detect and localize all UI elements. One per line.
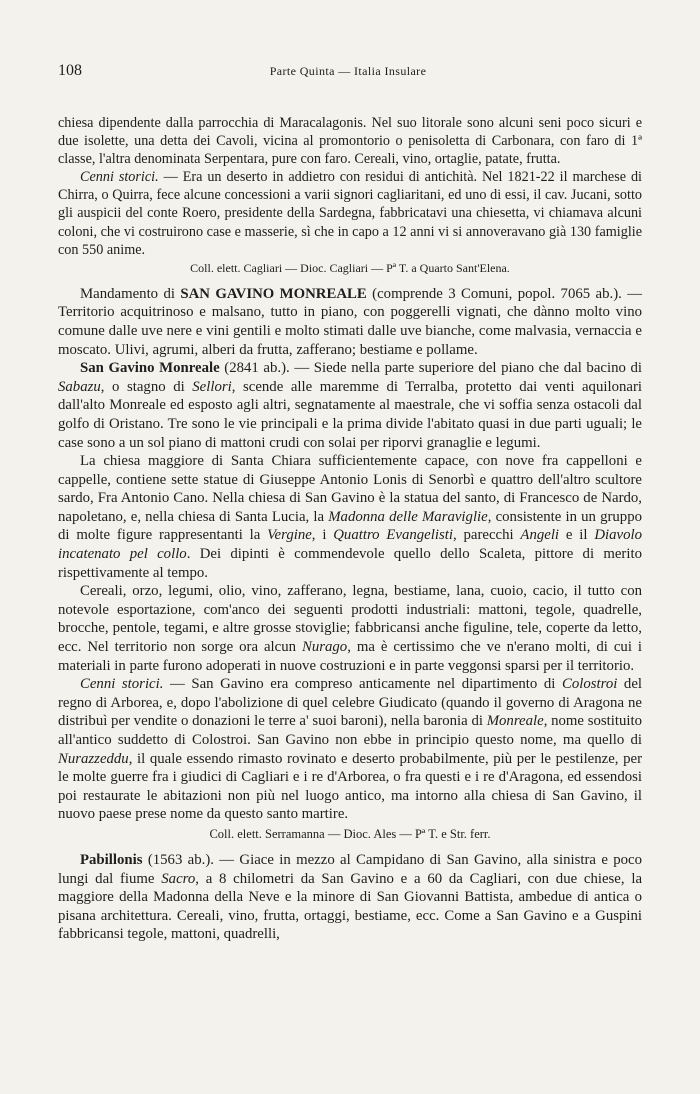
paragraph-intro: chiesa dipendente dalla parrocchia di Maracalagonis. Nel suo litorale sono alcuni seni poco sicuri e due isolette, una detta dei Cavoli, vicina al promontorio o penisoletta di Carbonara, con faro di 1ª classe, l'altra denominata Serpentara, pure con faro. Cereali, vino, ortaglie, patate, frutta. (58, 115, 642, 168)
paragraph-san-gavino-3: Cereali, orzo, legumi, olio, vino, zafferano, legna, bestiame, lana, cuoio, cacio, il tutto con notevole esportazione, com'anco dei seguenti prodotti industriali: mattoni, tegole, quadrelle, brocche, pentole, tegami, e altre grosse stoviglie; fabbricansi anche figuline, tele, coperte da letto, ecc. Nel territorio non sorge ora alcun Nurago, ma è certissimo che ve n'erano molti, di cui i materiali in parte furono adoperati in nuove costruzioni e in parte veggonsi sparsi per il territorio. (58, 583, 642, 674)
town-name-san-gavino: San Gavino Monreale (80, 360, 220, 377)
page-body (58, 114, 642, 944)
cenni-storici-label: Cenni storici. (80, 676, 164, 693)
cenni-storici-label: Cenni storici. (80, 169, 159, 186)
paragraph-pabillonis: Pabillonis (1563 ab.). — Giace in mezzo al Campidano di San Gavino, alla sinistra e poco lungi dal fiume Sacro, a 8 chilometri da San Gavino e a 60 da Cagliari, con due chiese, la maggiore della Madonna della Neve e la minore di San Giovanni Battista, ambedue di antica o pisana architettura. Cereali, vino, frutta, ortaggi, bestiame, ecc. Come a San Gavino e a Guspini fabbricansi tegole, mattoni, quadrelli, (58, 851, 643, 943)
paragraph-cenni-storici-2: Cenni storici. — San Gavino era compreso anticamente nel dipartimento di Colostroi del regno di Arborea, e, dopo l'abolizione di quel celebre Giudicato (quando il governo di Aragona ne distribuì per vendite o donazioni le terre a' suoi baroni), nella baronia di Monreale, nome sostituito all'antico suddetto di Colostroi. San Gavino non ebbe in principio questo nome, ma quello di Nurazzeddu, il quale essendo rimasto rovinato e deserto probabilmente, più per le pestilenze, per le molte guerre fra i giudici di Cagliari e i re d'Arborea, o fra questi e i re d'Aragona, ed essendosi poi restaurate le abitazioni non più nel luogo antico, ma intorno alla chiesa di San Gavino, il nuovo paese prese nome da questo santo martire. (58, 676, 642, 823)
town-name-pabillonis: Pabillonis (80, 851, 143, 868)
paragraph-mandamento: Mandamento di SAN GAVINO MONREALE (comprende 3 Comuni, popol. 7065 ab.). — Territorio acquitrinoso e malsano, tutto in piano, con poggerelli vignati, che dànno molto vino comune dalle uve nere e vini gentili e molto stimati dalle uve bianche, come malvasia, vernaccia e moscato. Ulivi, agrumi, alberi da frutta, zafferano; bestiame e pollame. (58, 285, 642, 358)
running-title: Parte Quinta — Italia Insulare (269, 64, 427, 78)
paragraph-san-gavino-1: San Gavino Monreale (2841 ab.). — Siede nella parte superiore del piano che dal bacino di Sabazu, o stagno di Sellori, scende alle maremme di Terralba, protetto dai venti aquilonari dall'alto Monreale ed esposto agli altri, segnatamente al maestrale, che vi soffia senza ostacoli dal golfo di Oristano. Tre sono le vie principali e la prima divide l'abitato quasi in due parti uguali; le case sono a un sol piano di mattoni crudi con solai per riporvi granaglie e legumi. (58, 360, 642, 451)
page-number: 108 (58, 62, 82, 79)
electoral-college-line-2: Coll. elett. Serramanna — Dioc. Ales — Pª T. e Str. ferr. (209, 826, 491, 841)
paragraph-cenni-storici-1: Cenni storici. — Era un deserto in addietro con residui di antichità. Nel 1821-22 il marchese di Chirra, o Quirra, fece alcune concessioni a varii signori cagliaritani, ed uno di essi, il cav. Jucani, sotto gli auspicii del conte Roero, presidente della Sardegna, fabbricatavi una chiesetta, vi chiamava alcuni coloni, che vi costruirono case e masserie, sì che in capo a 12 anni vi si annoveravano già 130 famiglie con 550 anime. (58, 169, 642, 258)
paragraph-san-gavino-2: La chiesa maggiore di Santa Chiara sufficientemente capace, con nove fra cappelloni e cappelle, contiene sette statue di Giuseppe Antonio Lonis di Senorbì e quattro dell'altro scultore sardo, Fra Antonio Cano. Nella chiesa di San Gavino è la statua del santo, di Francesco de Nardo, napoletano, e, nella chiesa di Santa Lucia, la Madonna delle Maraviglie, consistente in un gruppo di molte figure rappresentanti la Vergine, i Quattro Evangelisti, parecchi Angeli e il Diavolo incatenato pel collo. Dei dipinti è commendevole quello dello Scaleta, pittore di merito rispettivamente al tempo. (58, 453, 642, 581)
page-header (58, 62, 638, 84)
mandamento-name: SAN GAVINO MONREALE (180, 285, 367, 302)
electoral-college-line-1: Coll. elett. Cagliari — Dioc. Cagliari — Pª T. a Quarto Sant'Elena. (190, 260, 510, 275)
